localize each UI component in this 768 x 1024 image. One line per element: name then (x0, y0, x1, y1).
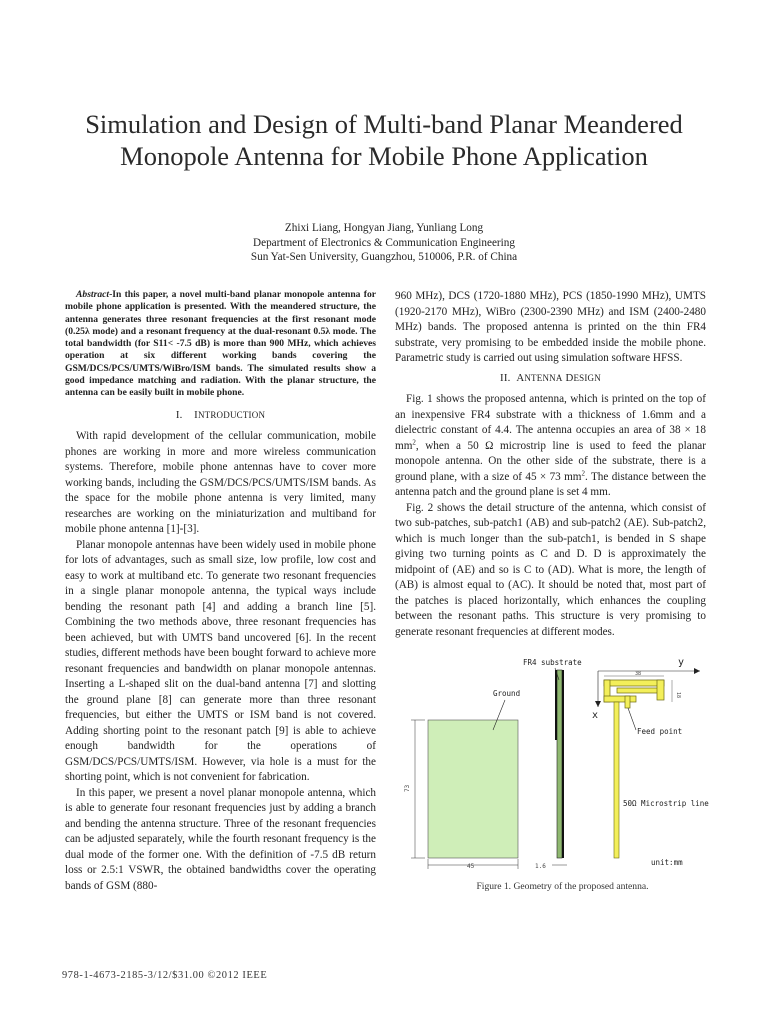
abstract (65, 289, 376, 400)
intro-paragraph-3-continued: 960 MHz), DCS (1720-1880 MHz), PCS (1850-1990 MHz), UMTS (1920-2170 MHz), WiBro (2300-2390 MHz) and ISM (2400-2480 MHz) bands. The proposed antenna is printed on the thin FR4 substrate, very promising to be embedded inside the mobile phone. Parametric study is carried out using simulation software HFSS. (395, 290, 706, 364)
intro-paragraph-2: Planar monopole antennas have been widely used in mobile phone for lots of advantages, such as small size, low profile, low cost and easy to work at multiband etc. To generate two resonant frequencies in a single planar monopole antenna, the typical ways include bending the resonant path [4] and adding a branch line [5]. Combining the two methods above, three resonant frequencies has been achieved, but with UMTS band uncovered [6]. In the recent studies, different methods have been bought forward to achieve more resonant frequencies and bandwidth on planar monopole antennas. Inserting a L-shaped slit on the dual-band antenna [7] and slotting the ground plane [8] can generate more than three resonant frequencies, but either the UMTS or ISM band is not covered. Adding shorting point to the resonant patch [9] is able to achieve enough bandwidth for the operations of GSM/DCS/PCS/UMTS/ISM. However, via hole is a must for the shorting point, which is not convenient for fabrication. (65, 538, 376, 784)
antenna-patch (604, 680, 664, 708)
section-title-initial: A (516, 371, 525, 384)
left-column (65, 289, 376, 894)
patch-feed-arm (625, 696, 630, 708)
right-column (395, 289, 706, 640)
author-university: Sun Yat-Sen University, Guangzhou, 510006, P.R. of China (250, 251, 518, 263)
author-names: Zhixi Liang, Hongyan Jiang, Yunliang Long (284, 222, 484, 234)
copyright-footer: 978-1-4673-2185-3/12/$31.00 ©2012 IEEE (62, 970, 268, 981)
abstract-text: -In this paper, a novel multi-band planar monopole antenna for mobile phone application is presented. With the meandered structure, the antenna generates three resonant frequencies at the first resonant mode (0.25λ mode) and a resonant frequency at the dual-resonant 0.5λ mode. The total bandwidth (for S11< -7.5 dB) is more than 900 MHz, which achieves operation at six different working bands covering the GSM/DCS/PCS/UMTS/WiBro/ISM bands. The simulated results show a good impedance matching and radiation. With the planar structure, the antenna can be easily built in mobile phone. (65, 289, 376, 399)
section-title-rest: NTRODUCTION (197, 409, 266, 420)
ground-side-view (562, 670, 564, 858)
x-axis-arrow (595, 701, 601, 707)
superscript: 2 (581, 468, 586, 477)
section-heading-antenna-design (395, 371, 706, 387)
author-block (40, 221, 728, 265)
abstract-lead: Abstract (76, 289, 110, 300)
feed-point-label: Feed point (637, 727, 683, 736)
dimension-38-label: 38 (635, 671, 642, 677)
feed-point-leader (628, 708, 636, 730)
patch-side-view (555, 670, 557, 740)
fr4-substrate-label: FR4 substrate (523, 658, 582, 667)
dimension-45-label: 45 (467, 863, 475, 870)
author-department: Department of Electronics & Communication Engineering (253, 236, 515, 249)
microstrip-line (614, 702, 619, 858)
y-axis-label: y (678, 657, 685, 668)
section-title-initial-2: D (565, 371, 574, 384)
superscript: 2 (412, 437, 416, 446)
paper-title: Simulation and Design of Multi-band Planar Meandered Monopole Antenna for Mobile Phone Application (85, 109, 683, 171)
patch-bottom-arm (604, 696, 636, 702)
design-paragraph-1-part-a: Fig. 1 shows the proposed antenna, which is printed on the top of an inexpensive FR4 substrate with a thickness of 1.6mm and a dielectric constant of 4.4. The antenna occupies an area of 38 × 18 mm (395, 393, 706, 452)
dimension-18-label: 18 (675, 692, 681, 699)
design-paragraph-2: Fig. 2 shows the detail structure of the antenna, which consist of two sub-patches, sub-patch1 (AB) and sub-patch2 (AE). Sub-patch2, which is much longer than the sub-patch1, is bended in S shape giving two turning points as C and D. D is approximately the midpoint of (AE) and so is C to (AD). What is more, the length of (AB) is almost equal to (AC). It should be noted that, most part of the patches is placed horizontally, which enhances the coupling between the resonant paths. This structure is very promising to generate resonant frequencies at different modes. (395, 501, 706, 638)
figure-antenna-geometry (395, 650, 730, 880)
patch-right-arm (657, 680, 664, 700)
patch-inner-arm (617, 688, 659, 693)
section-title-initial: I (194, 408, 198, 421)
substrate-side-view (557, 670, 562, 858)
dimension-73-label: 73 (404, 784, 411, 792)
section-number: I. (175, 408, 183, 421)
design-paragraph-1 (395, 392, 706, 501)
x-axis-label: x (592, 710, 599, 721)
section-number: II. (500, 371, 511, 384)
design-paragraph-1-part-b: , when a 50 Ω microstrip line is used to feed the planar monopole antenna. On the other side of the substrate, there is a ground plane, with a size of 45 × 73 mm (395, 439, 706, 483)
ground-plane (428, 720, 518, 858)
y-axis-arrow (694, 668, 700, 674)
section-title-rest: NTENNA (524, 372, 563, 383)
section-heading-introduction (65, 408, 376, 424)
intro-paragraph-3: In this paper, we present a novel planar monopole antenna, which is able to generate four resonant frequencies just by adding a branch and bending the antenna structure. Three of the resonant frequencies can be adjusted separately, while the fourth resonant frequency is the dual mode of the former one. With the definition of -7.5 dB return loss or 2.5:1 VSWR, the obtained bandwidths cover the operating bands of GSM (880- (65, 786, 376, 892)
dimension-16-label: 1.6 (535, 863, 546, 870)
figure-caption: Figure 1. Geometry of the proposed antenna. (476, 881, 649, 892)
design-paragraph-1-part-c: . The distance between the antenna patch and the ground plane is set 4 mm. (395, 470, 706, 498)
unit-label: unit:mm (651, 858, 683, 867)
ground-label: Ground (493, 689, 521, 698)
intro-paragraph-1: With rapid development of the cellular communication, mobile phones are working in more and more wireless communication systems. Therefore, mobile phone antennas have to cover more working bands, including the GSM/DCS/PCS/UMTS/ISM bands. As the space for the mobile phone antenna is very limited, many researches are working on the miniaturization and multiband for mobile phone antenna [1]-[3]. (65, 430, 376, 536)
section-title-rest-2: ESIGN (573, 372, 601, 383)
patch-top-arm (604, 680, 664, 686)
microstrip-label: 50Ω Microstrip line (623, 799, 709, 808)
